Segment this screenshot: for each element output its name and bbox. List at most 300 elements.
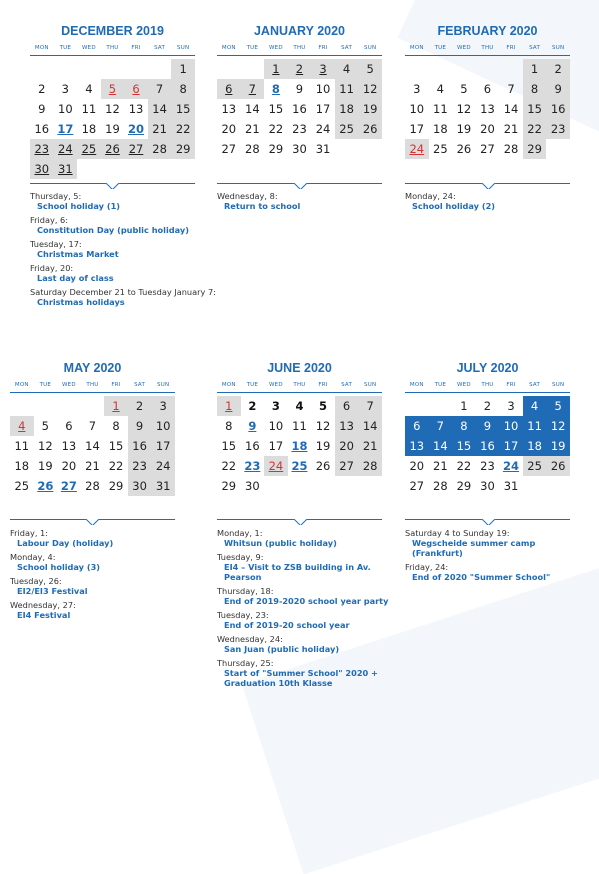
day-cell: 21 bbox=[433, 459, 448, 473]
weekday-label: WED bbox=[269, 45, 283, 51]
day-cell: 5 bbox=[319, 399, 328, 413]
day-cell: 19 bbox=[358, 99, 382, 119]
day-cell: 10 bbox=[151, 416, 175, 436]
empty-cell bbox=[34, 396, 58, 416]
week-row bbox=[10, 396, 175, 416]
day-cell: 3 bbox=[61, 82, 69, 96]
divider-notch bbox=[84, 519, 100, 525]
day-cell: 16 bbox=[245, 439, 260, 453]
day-cell: 22 bbox=[108, 459, 124, 473]
weekday-label: FRI bbox=[506, 45, 516, 51]
month-title: FEBRUARY 2020 bbox=[437, 24, 538, 38]
day-cell: 12 bbox=[456, 102, 472, 116]
event-date: Saturday 4 to Sunday 19: bbox=[405, 528, 510, 538]
day-cell: 3 bbox=[151, 396, 175, 416]
event-note bbox=[217, 528, 392, 548]
day-cell: 3 bbox=[507, 399, 515, 413]
event-date: Thursday, 25: bbox=[217, 658, 274, 668]
day-cell: 17 bbox=[151, 436, 175, 456]
day-cell: 13 bbox=[128, 102, 144, 116]
day-cell: 26 bbox=[37, 479, 54, 493]
day-cell: 5 bbox=[358, 59, 382, 79]
event-note bbox=[10, 576, 200, 596]
week-row bbox=[217, 79, 382, 99]
day-cell: 7 bbox=[358, 396, 382, 416]
day-cell: 26 bbox=[101, 139, 125, 159]
empty-cell bbox=[405, 396, 429, 416]
empty-cell bbox=[546, 476, 570, 496]
week-row bbox=[217, 396, 382, 416]
day-cell: 3 bbox=[311, 59, 335, 79]
event-date: Monday, 1: bbox=[217, 528, 263, 538]
day-cell: 30 bbox=[245, 479, 260, 493]
day-cell: 30 bbox=[128, 476, 152, 496]
day-cell: 29 bbox=[523, 139, 547, 159]
day-cell: 16 bbox=[292, 102, 307, 116]
event-title: School holiday (2) bbox=[412, 201, 496, 211]
day-cell: 19 bbox=[456, 122, 472, 136]
weekday-label: SAT bbox=[341, 382, 353, 388]
day-cell: 13 bbox=[221, 102, 237, 116]
weekday-label: THU bbox=[106, 45, 119, 51]
event-date: Monday, 4: bbox=[10, 552, 56, 562]
event-date: Thursday, 5: bbox=[30, 191, 82, 201]
event-note bbox=[405, 191, 585, 211]
day-cell: 3 bbox=[413, 82, 421, 96]
day-cell: 2 bbox=[288, 59, 312, 79]
day-cell: 25 bbox=[433, 142, 448, 156]
day-cell: 9 bbox=[248, 419, 257, 433]
week-row bbox=[405, 416, 570, 436]
empty-cell bbox=[148, 59, 172, 79]
day-cell: 20 bbox=[128, 122, 145, 136]
weekday-label: WED bbox=[269, 382, 283, 388]
weekday-label: MON bbox=[14, 382, 29, 388]
day-cell: 19 bbox=[105, 122, 120, 136]
day-cell: 16 bbox=[128, 436, 152, 456]
day-cell: 5 bbox=[546, 396, 570, 416]
day-cell: 15 bbox=[221, 439, 237, 453]
weekday-label: WED bbox=[457, 382, 471, 388]
empty-cell bbox=[523, 476, 547, 496]
event-notes bbox=[405, 191, 585, 215]
day-cell: 3 bbox=[271, 399, 280, 413]
day-cell: 18 bbox=[523, 436, 547, 456]
weekday-label: SUN bbox=[364, 382, 377, 388]
day-cell: 2 bbox=[38, 82, 46, 96]
day-cell: 14 bbox=[503, 102, 519, 116]
day-cell: 24 bbox=[405, 139, 429, 159]
weekday-label: SAT bbox=[529, 45, 541, 51]
empty-cell bbox=[476, 59, 500, 79]
day-cell: 25 bbox=[335, 119, 359, 139]
day-cell: 6 bbox=[124, 79, 148, 99]
week-row bbox=[405, 476, 570, 496]
day-cell: 26 bbox=[456, 142, 472, 156]
month-title: DECEMBER 2019 bbox=[61, 24, 164, 38]
event-note bbox=[217, 586, 392, 606]
event-title: EI4 – Visit to ZSB building in Av. Pearson bbox=[224, 562, 371, 582]
day-cell: 5 bbox=[101, 79, 125, 99]
divider-notch bbox=[104, 183, 120, 189]
empty-cell bbox=[546, 139, 570, 159]
divider-notch bbox=[292, 519, 308, 525]
empty-cell bbox=[499, 59, 523, 79]
day-cell: 21 bbox=[245, 122, 260, 136]
event-title: EI2/EI3 Festival bbox=[17, 586, 88, 596]
empty-cell bbox=[335, 476, 359, 496]
weekday-label: SUN bbox=[552, 382, 565, 388]
day-cell: 11 bbox=[523, 416, 547, 436]
month-calendar bbox=[405, 22, 570, 159]
weekday-label: THU bbox=[86, 382, 99, 388]
day-cell: 9 bbox=[546, 79, 570, 99]
weekday-header bbox=[217, 378, 382, 393]
day-cell: 17 bbox=[57, 122, 74, 136]
weekday-label: FRI bbox=[506, 382, 516, 388]
empty-cell bbox=[452, 59, 476, 79]
event-title: Last day of class bbox=[37, 273, 114, 283]
weekday-label: SAT bbox=[154, 45, 166, 51]
day-cell: 24 bbox=[54, 139, 78, 159]
weekday-label: TUE bbox=[434, 382, 447, 388]
day-cell: 16 bbox=[476, 436, 500, 456]
event-note bbox=[10, 528, 200, 548]
day-cell: 29 bbox=[108, 479, 124, 493]
weekday-label: WED bbox=[62, 382, 76, 388]
day-cell: 25 bbox=[77, 139, 101, 159]
weekday-label: THU bbox=[481, 45, 494, 51]
weekday-label: THU bbox=[293, 45, 306, 51]
weekday-label: WED bbox=[457, 45, 471, 51]
divider-notch bbox=[480, 519, 496, 525]
day-cell: 15 bbox=[523, 99, 547, 119]
empty-cell bbox=[241, 59, 265, 79]
empty-cell bbox=[101, 159, 125, 179]
day-cell: 2 bbox=[128, 396, 152, 416]
event-date: Tuesday, 9: bbox=[217, 552, 264, 562]
week-row bbox=[405, 119, 570, 139]
weekday-label: FRI bbox=[318, 382, 328, 388]
day-cell: 30 bbox=[292, 142, 307, 156]
day-cell: 25 bbox=[523, 456, 547, 476]
month-calendar bbox=[217, 359, 382, 496]
empty-cell bbox=[217, 59, 241, 79]
day-cell: 13 bbox=[61, 439, 77, 453]
week-row bbox=[405, 79, 570, 99]
day-cell: 29 bbox=[221, 479, 237, 493]
day-cell: 25 bbox=[291, 459, 308, 473]
event-date: Wednesday, 8: bbox=[217, 191, 278, 201]
week-row bbox=[217, 436, 382, 456]
weekday-label: SAT bbox=[341, 45, 353, 51]
empty-cell bbox=[358, 139, 382, 159]
week-row bbox=[217, 59, 382, 79]
week-row bbox=[30, 159, 195, 179]
week-row bbox=[30, 99, 195, 119]
day-cell: 27 bbox=[409, 479, 425, 493]
day-cell: 12 bbox=[358, 79, 382, 99]
week-row bbox=[217, 416, 382, 436]
weekday-label: SUN bbox=[552, 45, 565, 51]
day-cell: 14 bbox=[245, 102, 260, 116]
day-cell: 7 bbox=[241, 79, 265, 99]
empty-cell bbox=[124, 159, 148, 179]
day-cell: 22 bbox=[523, 119, 547, 139]
divider-notch bbox=[292, 183, 308, 189]
week-row bbox=[217, 139, 382, 159]
event-note bbox=[217, 191, 397, 211]
event-note bbox=[30, 215, 220, 235]
day-cell: 1 bbox=[460, 399, 468, 413]
day-cell: 4 bbox=[10, 416, 34, 436]
empty-cell bbox=[405, 59, 429, 79]
weekday-header bbox=[30, 41, 195, 56]
event-title: End of 2019-2020 school year party bbox=[224, 596, 389, 606]
month-calendar bbox=[405, 359, 570, 496]
weekday-label: MON bbox=[409, 45, 424, 51]
weekday-header bbox=[217, 41, 382, 56]
empty-cell bbox=[335, 139, 359, 159]
day-cell: 28 bbox=[358, 456, 382, 476]
empty-cell bbox=[288, 476, 312, 496]
day-cell: 23 bbox=[128, 456, 152, 476]
week-row bbox=[217, 456, 382, 476]
day-cell: 21 bbox=[85, 459, 100, 473]
event-title: San Juan (public holiday) bbox=[224, 644, 340, 654]
weekday-label: SAT bbox=[134, 382, 146, 388]
event-note bbox=[30, 287, 220, 307]
day-cell: 22 bbox=[221, 459, 237, 473]
day-cell: 29 bbox=[456, 479, 472, 493]
day-cell: 22 bbox=[171, 119, 195, 139]
day-cell: 7 bbox=[88, 419, 97, 433]
day-cell: 4 bbox=[295, 399, 304, 413]
event-date: Friday, 1: bbox=[10, 528, 48, 538]
day-cell: 26 bbox=[358, 119, 382, 139]
day-cell: 15 bbox=[268, 102, 284, 116]
day-cell: 26 bbox=[546, 456, 570, 476]
event-date: Tuesday, 26: bbox=[10, 576, 62, 586]
week-row bbox=[30, 79, 195, 99]
event-note bbox=[30, 239, 220, 259]
weekday-header bbox=[405, 41, 570, 56]
weekday-label: MON bbox=[221, 382, 236, 388]
day-cell: 10 bbox=[268, 419, 284, 433]
week-row bbox=[405, 99, 570, 119]
day-cell: 28 bbox=[433, 479, 448, 493]
day-cell: 13 bbox=[480, 102, 495, 116]
day-cell: 8 bbox=[523, 79, 547, 99]
day-cell: 7 bbox=[429, 416, 453, 436]
day-cell: 29 bbox=[171, 139, 195, 159]
weekday-label: SAT bbox=[529, 382, 541, 388]
day-cell: 6 bbox=[217, 79, 241, 99]
event-note bbox=[217, 552, 392, 582]
week-row bbox=[405, 59, 570, 79]
day-cell: 9 bbox=[128, 416, 152, 436]
event-title: Labour Day (holiday) bbox=[17, 538, 114, 548]
day-cell: 4 bbox=[85, 82, 93, 96]
day-cell: 20 bbox=[480, 122, 495, 136]
weekday-label: FRI bbox=[318, 45, 328, 51]
event-date: Monday, 24: bbox=[405, 191, 456, 201]
weekday-label: THU bbox=[293, 382, 306, 388]
day-cell: 24 bbox=[264, 456, 288, 476]
weekday-label: SUN bbox=[177, 45, 190, 51]
event-note bbox=[405, 562, 585, 582]
event-note bbox=[217, 634, 392, 654]
event-title: Constitution Day (public holiday) bbox=[37, 225, 189, 235]
day-cell: 1 bbox=[264, 59, 288, 79]
weekday-label: SUN bbox=[364, 45, 377, 51]
day-cell: 28 bbox=[245, 142, 260, 156]
day-cell: 28 bbox=[148, 139, 172, 159]
empty-cell bbox=[429, 59, 453, 79]
day-cell: 21 bbox=[358, 436, 382, 456]
day-cell: 15 bbox=[171, 99, 195, 119]
empty-cell bbox=[57, 396, 81, 416]
day-cell: 9 bbox=[38, 102, 46, 116]
day-cell: 14 bbox=[358, 416, 382, 436]
day-cell: 4 bbox=[523, 396, 547, 416]
event-date: Friday, 6: bbox=[30, 215, 68, 225]
event-notes bbox=[217, 528, 392, 692]
day-cell: 21 bbox=[148, 119, 172, 139]
day-cell: 8 bbox=[112, 419, 120, 433]
weekday-label: TUE bbox=[246, 382, 259, 388]
day-cell: 30 bbox=[30, 159, 54, 179]
month-calendar bbox=[10, 359, 175, 496]
day-cell: 6 bbox=[335, 396, 359, 416]
empty-cell bbox=[148, 159, 172, 179]
week-row bbox=[30, 119, 195, 139]
day-cell: 22 bbox=[456, 459, 472, 473]
day-cell: 8 bbox=[171, 79, 195, 99]
event-date: Wednesday, 24: bbox=[217, 634, 283, 644]
day-cell: 27 bbox=[124, 139, 148, 159]
day-cell: 5 bbox=[460, 82, 468, 96]
day-cell: 16 bbox=[546, 99, 570, 119]
event-note bbox=[10, 600, 200, 620]
week-row bbox=[30, 139, 195, 159]
day-cell: 4 bbox=[335, 59, 359, 79]
event-date: Saturday December 21 to Tuesday January 7: bbox=[30, 287, 216, 297]
day-cell: 29 bbox=[268, 142, 284, 156]
event-note bbox=[405, 528, 585, 558]
event-title: Wegscheide summer camp (Frankfurt) bbox=[412, 538, 536, 558]
empty-cell bbox=[124, 59, 148, 79]
weekday-label: MON bbox=[409, 382, 424, 388]
event-date: Friday, 20: bbox=[30, 263, 74, 273]
event-title: End of 2019-20 school year bbox=[224, 620, 350, 630]
day-cell: 6 bbox=[483, 82, 492, 96]
day-cell: 2 bbox=[248, 399, 257, 413]
day-cell: 2 bbox=[483, 399, 492, 413]
month-calendar bbox=[30, 22, 195, 179]
weekday-label: FRI bbox=[111, 382, 121, 388]
empty-cell bbox=[81, 396, 105, 416]
empty-cell bbox=[264, 476, 288, 496]
week-row bbox=[10, 436, 175, 456]
day-cell: 21 bbox=[503, 122, 519, 136]
empty-cell bbox=[358, 476, 382, 496]
empty-cell bbox=[10, 396, 34, 416]
week-row bbox=[217, 476, 382, 496]
day-cell: 18 bbox=[335, 99, 359, 119]
day-cell: 20 bbox=[409, 459, 425, 473]
event-title: School holiday (1) bbox=[37, 201, 121, 211]
day-cell: 17 bbox=[409, 122, 425, 136]
event-title: Christmas Market bbox=[37, 249, 119, 259]
day-cell: 31 bbox=[54, 159, 78, 179]
empty-cell bbox=[30, 59, 54, 79]
day-cell: 22 bbox=[268, 122, 284, 136]
week-row bbox=[30, 59, 195, 79]
day-cell: 8 bbox=[271, 82, 280, 96]
day-cell: 23 bbox=[244, 459, 261, 473]
day-cell: 7 bbox=[148, 79, 172, 99]
event-note bbox=[30, 263, 220, 283]
day-cell: 12 bbox=[38, 439, 53, 453]
day-cell: 31 bbox=[503, 479, 519, 493]
event-title: Return to school bbox=[224, 201, 301, 211]
day-cell: 15 bbox=[452, 436, 476, 456]
day-cell: 19 bbox=[38, 459, 53, 473]
event-date: Friday, 24: bbox=[405, 562, 449, 572]
event-title: End of 2020 "Summer School" bbox=[412, 572, 551, 582]
day-cell: 8 bbox=[225, 419, 233, 433]
event-note bbox=[10, 552, 200, 572]
day-cell: 11 bbox=[81, 102, 97, 116]
event-notes bbox=[217, 191, 397, 215]
week-row bbox=[10, 456, 175, 476]
day-cell: 24 bbox=[315, 122, 331, 136]
empty-cell bbox=[77, 159, 101, 179]
week-row bbox=[217, 99, 382, 119]
weekday-label: FRI bbox=[131, 45, 141, 51]
month-title: JUNE 2020 bbox=[267, 361, 332, 375]
day-cell: 23 bbox=[480, 459, 495, 473]
event-date: Tuesday, 23: bbox=[217, 610, 269, 620]
event-date: Thursday, 18: bbox=[217, 586, 274, 596]
day-cell: 27 bbox=[335, 456, 359, 476]
weekday-label: MON bbox=[221, 45, 236, 51]
day-cell: 9 bbox=[476, 416, 500, 436]
day-cell: 16 bbox=[34, 122, 50, 136]
empty-cell bbox=[77, 59, 101, 79]
event-notes bbox=[30, 191, 220, 311]
day-cell: 11 bbox=[335, 79, 359, 99]
day-cell: 9 bbox=[295, 82, 304, 96]
event-title: Start of "Summer School" 2020 + Graduation 10th Klasse bbox=[224, 668, 378, 688]
day-cell: 19 bbox=[315, 439, 331, 453]
day-cell: 31 bbox=[151, 476, 175, 496]
week-row bbox=[405, 436, 570, 456]
month-title: MAY 2020 bbox=[63, 361, 122, 375]
day-cell: 19 bbox=[546, 436, 570, 456]
day-cell: 18 bbox=[291, 439, 308, 453]
week-row bbox=[217, 119, 382, 139]
day-cell: 26 bbox=[315, 459, 331, 473]
day-cell: 24 bbox=[151, 456, 175, 476]
day-cell: 28 bbox=[503, 142, 519, 156]
day-cell: 18 bbox=[433, 122, 448, 136]
day-cell: 20 bbox=[221, 122, 237, 136]
event-title: School holiday (3) bbox=[17, 562, 101, 572]
day-cell: 23 bbox=[30, 139, 54, 159]
day-cell: 10 bbox=[409, 102, 425, 116]
